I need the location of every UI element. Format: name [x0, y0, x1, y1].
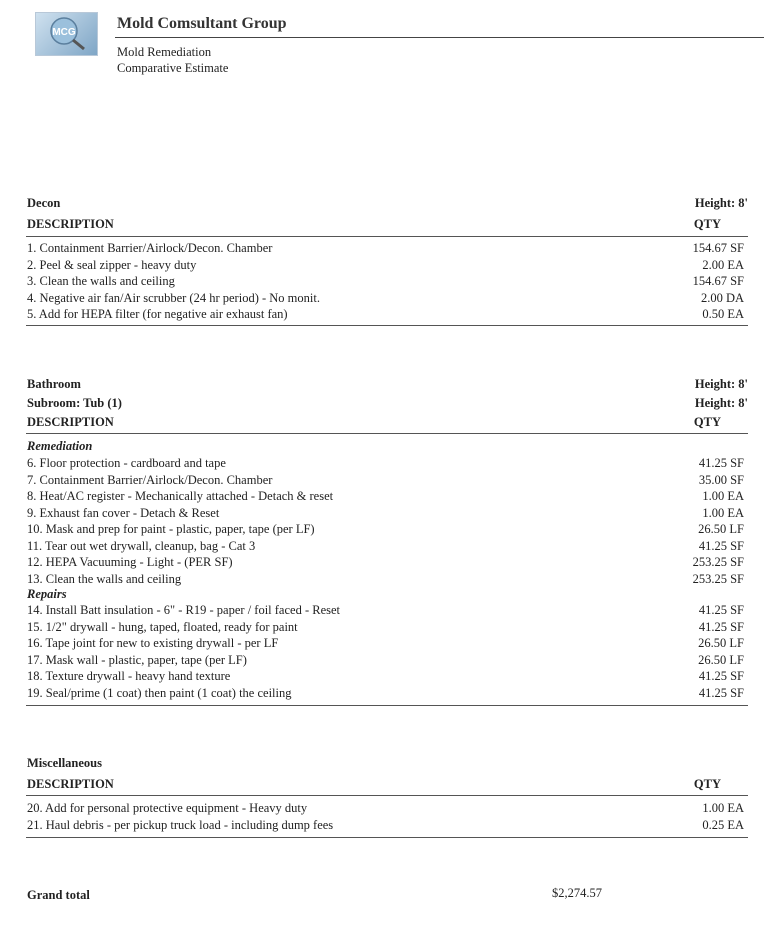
section-title-misc: Miscellaneous [27, 756, 102, 770]
line-item-description: 14. Install Batt insulation - 6" - R19 - paper / foil faced - Reset [27, 603, 341, 617]
subroom-title: Subroom: Tub (1) [27, 396, 122, 410]
line-item-qty: 41.25 SF [698, 538, 744, 553]
line-item-description: 13. Clean the walls and ceiling [27, 571, 182, 586]
company-name: Mold Comsultant Group [117, 15, 287, 32]
line-item-qty: 41.25 SF [698, 603, 744, 617]
line-item-description: 9. Exhaust fan cover - Detach & Reset [27, 505, 220, 520]
line-item-qty: 2.00 EA [702, 257, 744, 272]
line-item-description: 5. Add for HEPA filter (for negative air exhaust fan) [27, 307, 288, 321]
section-title-bathroom: Bathroom [27, 377, 81, 391]
line-item-qty: 2.00 DA [700, 290, 744, 305]
magnifier-logo-icon [36, 13, 97, 55]
line-item-qty: 41.25 SF [698, 619, 744, 634]
section-height-decon: Height: 8' [694, 196, 748, 210]
report-subtitle: Mold Remediation [117, 45, 212, 59]
grand-total-label: Grand total [27, 888, 90, 902]
column-header-description: DESCRIPTION [27, 777, 114, 791]
line-item-qty: 154.67 SF [692, 241, 744, 255]
line-item-description: 1. Containment Barrier/Airlock/Decon. Chamber [27, 241, 273, 255]
line-item-qty: 1.00 EA [702, 489, 744, 503]
line-item-qty: 0.50 EA [702, 307, 744, 321]
line-item-description: 10. Mask and prep for paint - plastic, paper, tape (per LF) [27, 522, 315, 536]
line-item-description: 19. Seal/prime (1 coat) then paint (1 coat) the ceiling [27, 685, 292, 700]
line-item-description: 17. Mask wall - plastic, paper, tape (per LF) [27, 652, 247, 667]
line-item-description: 4. Negative air fan/Air scrubber (24 hr period) - No monit. [27, 290, 320, 305]
report-subtitle-2: Comparative Estimate [117, 61, 229, 75]
line-item-qty: 26.50 LF [698, 636, 744, 650]
column-header-description: DESCRIPTION [27, 415, 114, 429]
column-header-qty: QTY [693, 415, 721, 429]
column-header-qty: QTY [693, 777, 721, 791]
table-footer-divider [26, 705, 748, 706]
group-title-remediation: Remediation [27, 439, 93, 453]
table-footer-divider [26, 837, 748, 838]
company-logo [35, 12, 98, 56]
line-item-qty: 41.25 SF [698, 456, 744, 470]
line-item-qty: 1.00 EA [702, 505, 744, 520]
grand-total-value: $2,274.57 [552, 886, 602, 900]
table-footer-divider [26, 325, 748, 326]
table-header-divider [26, 433, 748, 434]
section-title-decon: Decon [27, 196, 61, 210]
line-item-description: 6. Floor protection - cardboard and tape [27, 456, 226, 470]
line-item-qty: 41.25 SF [698, 685, 744, 700]
group-title-repairs: Repairs [27, 587, 67, 601]
line-item-qty: 154.67 SF [692, 274, 744, 288]
line-item-qty: 35.00 SF [698, 472, 744, 487]
logo-text: MCG [52, 27, 76, 38]
section-height-bathroom: Height: 8' [694, 377, 748, 391]
line-item-description: 8. Heat/AC register - Mechanically attached - Detach & reset [27, 489, 334, 503]
table-header-divider [26, 795, 748, 796]
line-item-qty: 26.50 LF [698, 652, 744, 667]
line-item-description: 7. Containment Barrier/Airlock/Decon. Chamber [27, 472, 273, 487]
line-item-description: 12. HEPA Vacuuming - Light - (PER SF) [27, 555, 233, 569]
column-header-qty: QTY [693, 217, 721, 231]
header-divider [115, 37, 764, 38]
line-item-qty: 253.25 SF [692, 555, 744, 569]
line-item-description: 16. Tape joint for new to existing drywall - per LF [27, 636, 279, 650]
line-item-qty: 26.50 LF [698, 522, 744, 536]
line-item-qty: 1.00 EA [702, 801, 744, 815]
line-item-description: 11. Tear out wet drywall, cleanup, bag - Cat 3 [27, 538, 256, 553]
line-item-description: 21. Haul debris - per pickup truck load - including dump fees [27, 817, 334, 832]
subroom-height: Height: 8' [694, 396, 748, 410]
line-item-description: 18. Texture drywall - heavy hand texture [27, 669, 231, 683]
line-item-description: 15. 1/2" drywall - hung, taped, floated, ready for paint [27, 619, 298, 634]
line-item-description: 20. Add for personal protective equipment - Heavy duty [27, 801, 308, 815]
line-item-qty: 0.25 EA [702, 817, 744, 832]
line-item-description: 2. Peel & seal zipper - heavy duty [27, 257, 197, 272]
table-header-divider [26, 236, 748, 237]
line-item-qty: 253.25 SF [692, 571, 744, 586]
column-header-description: DESCRIPTION [27, 217, 114, 231]
line-item-description: 3. Clean the walls and ceiling [27, 274, 175, 288]
line-item-qty: 41.25 SF [698, 669, 744, 683]
